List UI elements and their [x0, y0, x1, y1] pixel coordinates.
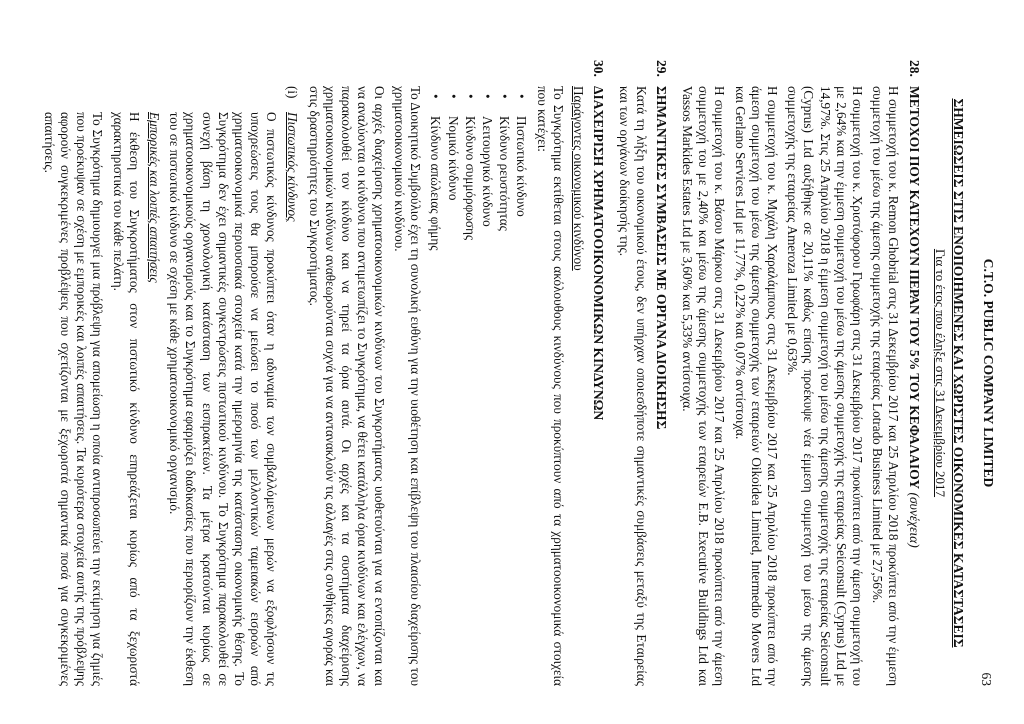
paragraph: Κατά τη λήξη του οικονομικού έτους, δεν υπήρχαν οποιεσδήποτε σημαντικές συμβάσεις μεταξύ της Εταιρείας και των οργάνων διοίκησής της.: [617, 86, 649, 686]
paragraph: Το Διοικητικό Συμβούλιο έχει τη συνολική ευθύνη για την υιοθέτηση και επίβλεψη του πλαισίου διαχείρισης του χρηματοοικονομικού κινδύνου.: [391, 86, 424, 686]
section-28-heading: [905, 60, 921, 686]
subsection-heading: Εμπορικές και λοιπές απαιτήσεις: [147, 112, 163, 283]
section-number: 29.: [653, 60, 669, 77]
paragraph: Η έκθεση του Συγκροτήματος στον πιστωτικό κίνδυνο επηρεάζεται κυρίως από τα ξεχωριστά χαρακτηριστικά του κάθε πελάτη.: [110, 112, 142, 686]
section-29-heading: [653, 60, 669, 686]
section-number: 28.: [906, 60, 922, 77]
list-item: • Λειτουργικό κίνδυνο: [479, 116, 495, 686]
section-title: ΣΗΜΑΝΤΙΚΕΣ ΣΥΜΒΑΣΕΙΣ ΜΕ ΟΡΓΑΝΑ ΔΙΟΙΚΗΣΗΣ: [653, 86, 669, 430]
section-30-heading: [590, 60, 606, 686]
list-item: • Πιστωτικό κίνδυνο: [513, 116, 529, 686]
paragraph: Η συμμετοχή του κ. Μιχάλη Χαραλάμπους στις 31 Δεκεμβρίου 2017 και 25 Απριλίου 2018 προκύπτει από την άμεση συμμετοχή του μέσω της άμεσης συμμετοχής των εταιρειών Oikoidea Limited, Intermedio Movers Ltd και Gerlano Services Ltd με 11,77%, 0,22% και 0,07% αντίστοιχα.: [732, 86, 780, 686]
page-header: [978, 60, 996, 686]
subsection-title: Πιστωτικός κίνδυνος: [284, 112, 300, 222]
paragraph: Το Συγκρότημα δημιουργεί μια πρόβλεψη για απομείωση η οποία αντιπροσωπεύει την εκτίμηση για ζημιές που προέκυψαν σε σχέση με εμπορικές και λοιπές απαιτήσεις. Τα κυριότερα στοιχεία αυτής της πρόβλεψης αφορούν συγκεκριμένες προβλέψεις που σχετίζονται με ξεχωριστά σημαντικά ποσά για συγκεκριμένες απαιτήσεις.: [41, 112, 106, 686]
section-title: ΔΙΑΧΕΙΡΙΣΗ ΧΡΗΜΑΤΟΟΙΚΟΝΟΜΙΚΩΝ ΚΙΝΔΥΝΩΝ: [591, 86, 607, 421]
section-number: 30.: [591, 60, 607, 77]
subsection-number: (i): [284, 86, 300, 99]
paragraph: Το Συγκρότημα εκτίθεται στους ακόλουθους κινδύνους που προκύπτουν από τα χρηματοοικονομικά στοιχεία που κατέχει:: [534, 86, 566, 686]
list-item: • Νομικό κίνδυνο: [444, 116, 460, 686]
credit-risk-heading: [283, 86, 299, 686]
document-subtitle: Για το έτος που έληξε στις 31 Δεκεμβρίου 2017: [932, 248, 948, 498]
list-item: • Κίνδυνο συμμόρφωσης: [462, 116, 478, 686]
list-item: • Κίνδυνο ρευστότητας: [496, 116, 512, 686]
document-title: ΣΗΜΕΙΩΣΕΙΣ ΣΤΙΣ ΕΝΟΠΟΙΗΜΕΝΕΣ ΚΑΙ ΧΩΡΙΣΤΕΣ ΟΙΚΟΝΟΜΙΚΕΣ ΚΑΤΑΣΤΑΣΕΙΣ: [951, 98, 966, 648]
paragraph: Ο πιστωτικός κίνδυνος προκύπτει όταν η αδυναμία των συμβαλλόμενων μερών να εξοφλήσουν τις υποχρεώσεις τους θα μπορούσε να μειώσει το ποσό των μελλοντικών ταμειακών εισροών από χρηματοοικονομικά περιουσιακά στοιχεία κατά την ημερομηνία της κατάστασης οικονομικής θέσης. Το Συγκρότημα δεν έχει σημαντικές συγκεντρώσεις πιστωτικού κινδύνου. Το Συγκρότημα παρακολουθεί σε συνεχή βάση τη χρονολογική κατάσταση των εισπρακτέων. Τα μέτρα κρατούνται κυρίως σε χρηματοοικονομικούς οργανισμούς και το Συγκρότημα εφαρμόζει διαδικασίες που περιορίζουν την έκθεση του σε πιστωτικό κίνδυνο σε σχέση με κάθε χρηματοοικονομικό οργανισμό.: [167, 112, 280, 686]
paragraph: Η συμμετοχή του κ. Χριστόφορου Γιρωφάρη στις 31 Δεκεμβρίου 2017 προκύπτει από την άμεση συμμετοχή του με 2,64% και την έμμεση συμμετοχή του μέσω της άμεσης συμμετοχής της εταιρείας Seiconsult (Cyprus) Ltd με 14,97%. Στις 25 Απριλίου 2018 η έμμεση συμμετοχή του μέσω της άμεσης συμμετοχής της εταιρείας Seiconsult (Cyprus) Ltd αυξήθηκε σε 20,11% καθώς επίσης προέκυψε νέα έμμεση συμμετοχή του μέσω της άμεσης συμμετοχής της εταιρείας Ameroza Limited με 0,63%.: [785, 86, 865, 686]
paragraph: Η συμμετοχή του κ. Remon Ghobrial στις 31 Δεκεμβρίου 2017 και 25 Απριλίου 2018 προκύπτει από την έμμεση συμμετοχή του μέσω της άμεσης συμμετοχής της εταιρείας Lotrado Business Limited με 27,56%.: [870, 86, 902, 686]
subsection-heading: Παράγοντες οικονομικού κινδύνου: [570, 86, 586, 271]
page-number: 63: [979, 672, 994, 686]
section-29: [616, 60, 669, 686]
section-title: ΜΕΤΟΧΟΙ ΠΟΥ ΚΑΤΕΧΟΥΝ ΠΕΡΑΝ ΤΟΥ 5% ΤΟΥ ΚΕΦΑΛΑΙΟΥ: [906, 86, 922, 490]
paragraph: Οι αρχές διαχείρισης χρηματοοικονομικών κινδύνων του Συγκροτήματος υιοθετούνται για να εντοπίζονται και να αναλύονται οι κίνδυνοι που αντιμετωπίζει το Συγκρότημα, να θέτει κατάλληλα όρια κινδύνων και ελέγχων, να παρακολουθεί τον κίνδυνο και να τηρεί τα όρια αυτά. Οι αρχές και τα συστήματα διαχείρισης χρηματοοικονομικών κινδύνων αναθεωρούνται συχνά για να αντανακλούν τις αλλαγές στις συνθήκες αγοράς και στις δραστηριότητες του Συγκροτήματος.: [306, 86, 387, 686]
continued-label: (συνέχεια): [906, 492, 922, 548]
list-item: • Κίνδυνο απώλειας φήμης: [427, 116, 443, 686]
company-name: C.T.O. PUBLIC COMPANY LIMITED: [981, 258, 996, 488]
section-28: [679, 60, 922, 686]
section-30: [41, 60, 607, 686]
paragraph: Η συμμετοχή του κ. Βάσου Μάρκου στις 31 Δεκεμβρίου 2017 και 25 Απριλίου 2018 προκύπτει από την άμεση συμμετοχή του με 2,40% και μέσω της άμεσης συμμετοχής των εταιρειών E.B. Executive Buildings Ltd και Vassos Markides Estates Ltd με 3,60% και 5,33% αντίστοιχα.: [679, 86, 728, 686]
risk-list: [427, 86, 529, 686]
